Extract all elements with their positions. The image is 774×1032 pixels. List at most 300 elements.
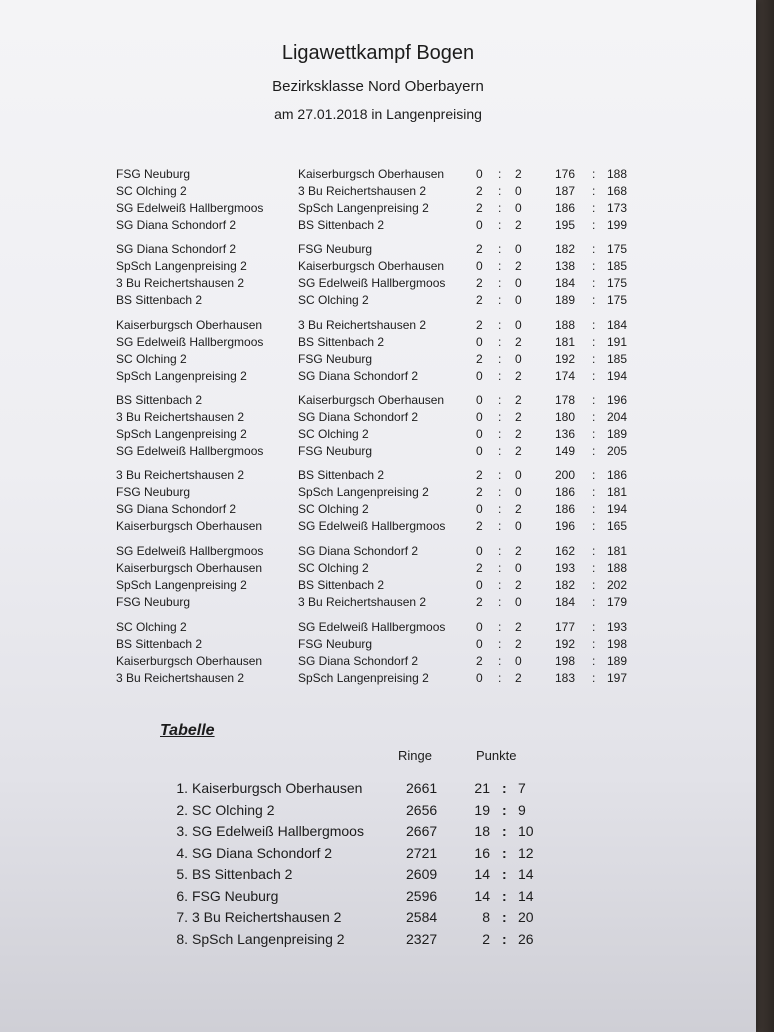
home-points: 0	[476, 167, 483, 181]
points-won: 14	[474, 887, 490, 904]
guest-points: 0	[515, 519, 522, 533]
points-separator: :	[498, 519, 502, 533]
match-round	[0, 241, 756, 309]
guest-points: 0	[515, 485, 522, 499]
match-row	[0, 166, 756, 183]
home-points: 0	[476, 637, 483, 651]
guest-rings: 181	[607, 485, 628, 499]
guest-points: 2	[515, 578, 522, 592]
guest-points: 2	[515, 393, 522, 407]
guest-points: 2	[515, 444, 522, 458]
guest-team: 3 Bu Reichertshausen 2	[298, 184, 427, 198]
guest-team: SG Diana Schondorf 2	[298, 654, 419, 668]
total-rings: 2721	[406, 844, 438, 861]
home-team: FSG Neuburg	[116, 485, 191, 499]
home-rings: 180	[555, 410, 576, 424]
guest-points: 0	[515, 595, 522, 609]
match-row	[0, 183, 756, 200]
rings-separator: :	[592, 184, 596, 198]
home-team: SpSch Langenpreising 2	[116, 259, 247, 273]
guest-rings: 184	[607, 318, 628, 332]
guest-team: BS Sittenbach 2	[298, 218, 385, 232]
standings-row	[0, 886, 756, 908]
home-rings: 136	[555, 427, 576, 441]
home-points: 2	[476, 276, 483, 290]
column-header-ringe: Ringe	[398, 748, 432, 763]
home-points: 0	[476, 218, 483, 232]
home-points: 2	[476, 184, 483, 198]
points-separator: :	[498, 468, 502, 482]
points-won: 8	[482, 909, 490, 925]
rank: 2.	[176, 801, 188, 818]
guest-rings: 194	[607, 369, 628, 383]
points-separator: :	[498, 167, 502, 181]
guest-points: 0	[515, 184, 522, 198]
guest-rings: 194	[607, 502, 628, 516]
home-points: 0	[476, 335, 483, 349]
points-separator: :	[498, 485, 502, 499]
home-rings: 177	[555, 620, 576, 634]
points-lost: 14	[518, 887, 534, 904]
match-row	[0, 484, 756, 501]
match-row	[0, 292, 756, 309]
match-round	[0, 166, 756, 234]
home-points: 0	[476, 427, 483, 441]
rings-separator: :	[592, 444, 596, 458]
points-separator: :	[498, 242, 502, 256]
guest-rings: 175	[607, 293, 628, 307]
rings-separator: :	[592, 276, 596, 290]
standings-row	[0, 778, 756, 800]
match-row	[0, 543, 756, 560]
home-team: FSG Neuburg	[116, 167, 191, 181]
match-row	[0, 636, 756, 653]
guest-team: SpSch Langenpreising 2	[298, 485, 429, 499]
home-rings: 184	[555, 595, 576, 609]
home-rings: 189	[555, 293, 576, 307]
guest-team: Kaiserburgsch Oberhausen	[298, 393, 445, 407]
points-lost: 9	[518, 801, 526, 818]
match-round	[0, 543, 756, 611]
home-points: 2	[476, 468, 483, 482]
match-row	[0, 594, 756, 611]
home-rings: 188	[555, 318, 576, 332]
rings-separator: :	[592, 578, 596, 592]
total-rings: 2609	[406, 866, 438, 882]
points-separator: :	[498, 276, 502, 290]
points-separator: :	[502, 887, 507, 904]
home-team: SpSch Langenpreising 2	[116, 578, 247, 592]
guest-points: 0	[515, 293, 522, 307]
guest-rings: 179	[607, 595, 628, 609]
team-name: 3 Bu Reichertshausen 2	[192, 909, 342, 925]
home-rings: 193	[555, 561, 576, 575]
rank: 1.	[176, 780, 188, 796]
match-row	[0, 334, 756, 351]
rank: 7.	[176, 909, 188, 925]
guest-rings: 173	[607, 201, 628, 215]
home-rings: 183	[555, 671, 576, 685]
points-separator: :	[498, 410, 502, 424]
guest-points: 0	[515, 654, 522, 668]
points-won: 16	[474, 844, 490, 861]
guest-points: 2	[515, 637, 522, 651]
home-rings: 184	[555, 276, 576, 290]
guest-points: 2	[515, 427, 522, 441]
home-rings: 192	[555, 637, 576, 651]
home-points: 0	[476, 393, 483, 407]
guest-team: SC Olching 2	[298, 561, 369, 575]
guest-points: 2	[515, 335, 522, 349]
guest-points: 2	[515, 369, 522, 383]
guest-team: SC Olching 2	[298, 293, 369, 307]
home-rings: 178	[555, 393, 576, 407]
points-separator: :	[502, 930, 507, 947]
rings-separator: :	[592, 519, 596, 533]
points-separator: :	[498, 318, 502, 332]
points-won: 14	[474, 866, 490, 882]
points-separator: :	[498, 502, 502, 516]
guest-team: SpSch Langenpreising 2	[298, 201, 429, 215]
points-separator: :	[498, 544, 502, 558]
match-row	[0, 317, 756, 334]
points-separator: :	[498, 620, 502, 634]
guest-team: SpSch Langenpreising 2	[298, 671, 429, 685]
team-name: FSG Neuburg	[192, 887, 279, 904]
rings-separator: :	[592, 544, 596, 558]
home-team: Kaiserburgsch Oberhausen	[116, 519, 263, 533]
home-points: 0	[476, 444, 483, 458]
points-won: 2	[482, 930, 490, 947]
home-rings: 186	[555, 502, 576, 516]
guest-points: 0	[515, 276, 522, 290]
points-won: 19	[474, 801, 490, 818]
points-separator: :	[498, 218, 502, 232]
home-team: BS Sittenbach 2	[116, 637, 203, 651]
guest-team: SG Diana Schondorf 2	[298, 544, 419, 558]
home-rings: 186	[555, 201, 576, 215]
points-lost: 20	[518, 909, 534, 925]
points-separator: :	[498, 578, 502, 592]
points-lost: 26	[518, 930, 534, 947]
standings-row	[0, 800, 756, 822]
match-row	[0, 217, 756, 234]
home-points: 2	[476, 242, 483, 256]
home-team: SG Diana Schondorf 2	[116, 218, 237, 232]
guest-rings: 191	[607, 335, 628, 349]
standings-row	[0, 843, 756, 865]
guest-team: FSG Neuburg	[298, 637, 373, 651]
guest-rings: 197	[607, 671, 628, 685]
guest-rings: 185	[607, 259, 628, 273]
team-name: SG Diana Schondorf 2	[192, 844, 333, 861]
points-separator: :	[498, 671, 502, 685]
home-points: 2	[476, 595, 483, 609]
rings-separator: :	[592, 293, 596, 307]
home-team: FSG Neuburg	[116, 595, 191, 609]
home-points: 0	[476, 544, 483, 558]
guest-team: SG Edelweiß Hallbergmoos	[298, 620, 446, 634]
points-separator: :	[498, 352, 502, 366]
home-points: 0	[476, 620, 483, 634]
home-team: SG Diana Schondorf 2	[116, 502, 237, 516]
guest-points: 2	[515, 259, 522, 273]
match-row	[0, 670, 756, 687]
total-rings: 2327	[406, 930, 438, 947]
points-separator: :	[498, 561, 502, 575]
match-row	[0, 467, 756, 484]
guest-points: 0	[515, 318, 522, 332]
home-points: 0	[476, 671, 483, 685]
guest-team: SC Olching 2	[298, 427, 369, 441]
points-separator: :	[502, 844, 507, 861]
home-points: 2	[476, 201, 483, 215]
match-round	[0, 392, 756, 460]
guest-points: 0	[515, 468, 522, 482]
standings-row	[0, 864, 756, 886]
points-separator: :	[498, 427, 502, 441]
rings-separator: :	[592, 485, 596, 499]
home-points: 2	[476, 352, 483, 366]
team-name: SpSch Langenpreising 2	[192, 930, 345, 947]
home-team: SC Olching 2	[116, 184, 187, 198]
guest-points: 0	[515, 201, 522, 215]
home-team: SpSch Langenpreising 2	[116, 369, 247, 383]
rings-separator: :	[592, 335, 596, 349]
points-separator: :	[502, 866, 507, 882]
guest-points: 0	[515, 352, 522, 366]
standings-row	[0, 907, 756, 929]
points-separator: :	[498, 184, 502, 198]
points-separator: :	[498, 637, 502, 651]
guest-rings: 188	[607, 561, 628, 575]
guest-team: SC Olching 2	[298, 502, 369, 516]
home-rings: 149	[555, 444, 576, 458]
total-rings: 2656	[406, 801, 438, 818]
match-round	[0, 467, 756, 535]
home-points: 2	[476, 293, 483, 307]
team-name: SC Olching 2	[192, 801, 275, 818]
team-name: BS Sittenbach 2	[192, 866, 293, 882]
match-row	[0, 275, 756, 292]
match-row	[0, 426, 756, 443]
guest-rings: 175	[607, 276, 628, 290]
home-points: 0	[476, 369, 483, 383]
guest-team: SG Edelweiß Hallbergmoos	[298, 276, 446, 290]
rings-separator: :	[592, 259, 596, 273]
guest-rings: 189	[607, 654, 628, 668]
points-separator: :	[502, 780, 507, 796]
home-team: Kaiserburgsch Oberhausen	[116, 318, 263, 332]
rank: 3.	[176, 823, 188, 839]
match-row	[0, 518, 756, 535]
total-rings: 2661	[406, 780, 438, 796]
rings-separator: :	[592, 620, 596, 634]
home-team: Kaiserburgsch Oberhausen	[116, 561, 263, 575]
points-separator: :	[502, 823, 507, 839]
points-separator: :	[498, 369, 502, 383]
home-points: 0	[476, 259, 483, 273]
event-date: am 27.01.2018 in Langenpreising	[274, 106, 482, 122]
standings-row	[0, 929, 756, 951]
home-team: BS Sittenbach 2	[116, 393, 203, 407]
guest-team: SG Diana Schondorf 2	[298, 410, 419, 424]
team-name: SG Edelweiß Hallbergmoos	[192, 823, 364, 839]
home-team: 3 Bu Reichertshausen 2	[116, 276, 245, 290]
points-separator: :	[498, 654, 502, 668]
match-row	[0, 577, 756, 594]
guest-rings: 181	[607, 544, 628, 558]
points-separator: :	[498, 293, 502, 307]
home-rings: 186	[555, 485, 576, 499]
match-row	[0, 368, 756, 385]
rings-separator: :	[592, 410, 596, 424]
guest-points: 0	[515, 561, 522, 575]
rings-separator: :	[592, 595, 596, 609]
standings-title: Tabelle	[160, 722, 215, 739]
guest-team: Kaiserburgsch Oberhausen	[298, 167, 445, 181]
guest-points: 2	[515, 620, 522, 634]
points-separator: :	[502, 801, 507, 818]
home-rings: 187	[555, 184, 576, 198]
guest-team: BS Sittenbach 2	[298, 335, 385, 349]
home-team: SG Edelweiß Hallbergmoos	[116, 201, 264, 215]
home-rings: 181	[555, 335, 576, 349]
rings-separator: :	[592, 352, 596, 366]
home-points: 2	[476, 318, 483, 332]
rings-separator: :	[592, 201, 596, 215]
points-separator: :	[498, 335, 502, 349]
rank: 8.	[176, 930, 188, 947]
match-row	[0, 258, 756, 275]
guest-team: SG Diana Schondorf 2	[298, 369, 419, 383]
guest-team: BS Sittenbach 2	[298, 578, 385, 592]
team-name: Kaiserburgsch Oberhausen	[192, 780, 363, 796]
rings-separator: :	[592, 369, 596, 383]
total-rings: 2667	[406, 823, 438, 839]
home-team: Kaiserburgsch Oberhausen	[116, 654, 263, 668]
guest-points: 2	[515, 410, 522, 424]
home-points: 0	[476, 502, 483, 516]
guest-points: 2	[515, 671, 522, 685]
rings-separator: :	[592, 218, 596, 232]
guest-rings: 188	[607, 167, 628, 181]
home-rings: 176	[555, 167, 576, 181]
home-team: SG Diana Schondorf 2	[116, 242, 237, 256]
guest-team: 3 Bu Reichertshausen 2	[298, 595, 427, 609]
guest-points: 2	[515, 167, 522, 181]
points-separator: :	[498, 393, 502, 407]
points-lost: 7	[518, 780, 526, 796]
guest-points: 2	[515, 218, 522, 232]
match-row	[0, 409, 756, 426]
home-rings: 195	[555, 218, 576, 232]
home-team: SG Edelweiß Hallbergmoos	[116, 544, 264, 558]
points-lost: 12	[518, 844, 534, 861]
standings-row	[0, 821, 756, 843]
guest-team: SG Edelweiß Hallbergmoos	[298, 519, 446, 533]
rings-separator: :	[592, 242, 596, 256]
guest-points: 2	[515, 502, 522, 516]
home-rings: 196	[555, 519, 576, 533]
guest-team: FSG Neuburg	[298, 242, 373, 256]
guest-rings: 199	[607, 218, 628, 232]
home-rings: 174	[555, 369, 576, 383]
rings-separator: :	[592, 427, 596, 441]
home-team: SG Edelweiß Hallbergmoos	[116, 335, 264, 349]
home-points: 2	[476, 485, 483, 499]
home-points: 2	[476, 519, 483, 533]
guest-rings: 202	[607, 578, 628, 592]
guest-rings: 189	[607, 427, 628, 441]
rings-separator: :	[592, 654, 596, 668]
home-rings: 200	[555, 468, 576, 482]
guest-rings: 198	[607, 637, 628, 651]
guest-rings: 185	[607, 352, 628, 366]
rank: 4.	[176, 844, 188, 861]
home-team: BS Sittenbach 2	[116, 293, 203, 307]
total-rings: 2584	[406, 909, 438, 925]
match-row	[0, 560, 756, 577]
guest-rings: 196	[607, 393, 628, 407]
points-won: 18	[474, 823, 490, 839]
match-row	[0, 619, 756, 636]
home-team: SG Edelweiß Hallbergmoos	[116, 444, 264, 458]
standings-table	[0, 778, 756, 950]
match-round	[0, 317, 756, 385]
home-rings: 138	[555, 259, 576, 273]
rank: 5.	[176, 866, 188, 882]
guest-rings: 165	[607, 519, 628, 533]
home-team: 3 Bu Reichertshausen 2	[116, 671, 245, 685]
match-row	[0, 200, 756, 217]
guest-team: Kaiserburgsch Oberhausen	[298, 259, 445, 273]
rings-separator: :	[592, 502, 596, 516]
home-team: SC Olching 2	[116, 352, 187, 366]
guest-points: 2	[515, 544, 522, 558]
home-rings: 162	[555, 544, 576, 558]
points-separator: :	[502, 909, 507, 925]
guest-team: 3 Bu Reichertshausen 2	[298, 318, 427, 332]
match-round	[0, 619, 756, 687]
match-row	[0, 351, 756, 368]
home-rings: 182	[555, 242, 576, 256]
guest-team: FSG Neuburg	[298, 444, 373, 458]
rank: 6.	[176, 887, 188, 904]
home-team: SpSch Langenpreising 2	[116, 427, 247, 441]
page-subtitle: Bezirksklasse Nord Oberbayern	[272, 78, 484, 95]
home-rings: 192	[555, 352, 576, 366]
points-separator: :	[498, 201, 502, 215]
match-row	[0, 501, 756, 518]
home-team: SC Olching 2	[116, 620, 187, 634]
match-row	[0, 443, 756, 460]
guest-rings: 168	[607, 184, 628, 198]
rings-separator: :	[592, 167, 596, 181]
home-team: 3 Bu Reichertshausen 2	[116, 468, 245, 482]
match-row	[0, 653, 756, 670]
guest-rings: 186	[607, 468, 628, 482]
guest-team: FSG Neuburg	[298, 352, 373, 366]
home-rings: 182	[555, 578, 576, 592]
home-points: 2	[476, 654, 483, 668]
home-points: 0	[476, 578, 483, 592]
guest-team: BS Sittenbach 2	[298, 468, 385, 482]
rings-separator: :	[592, 561, 596, 575]
rings-separator: :	[592, 468, 596, 482]
rings-separator: :	[592, 393, 596, 407]
guest-rings: 175	[607, 242, 628, 256]
